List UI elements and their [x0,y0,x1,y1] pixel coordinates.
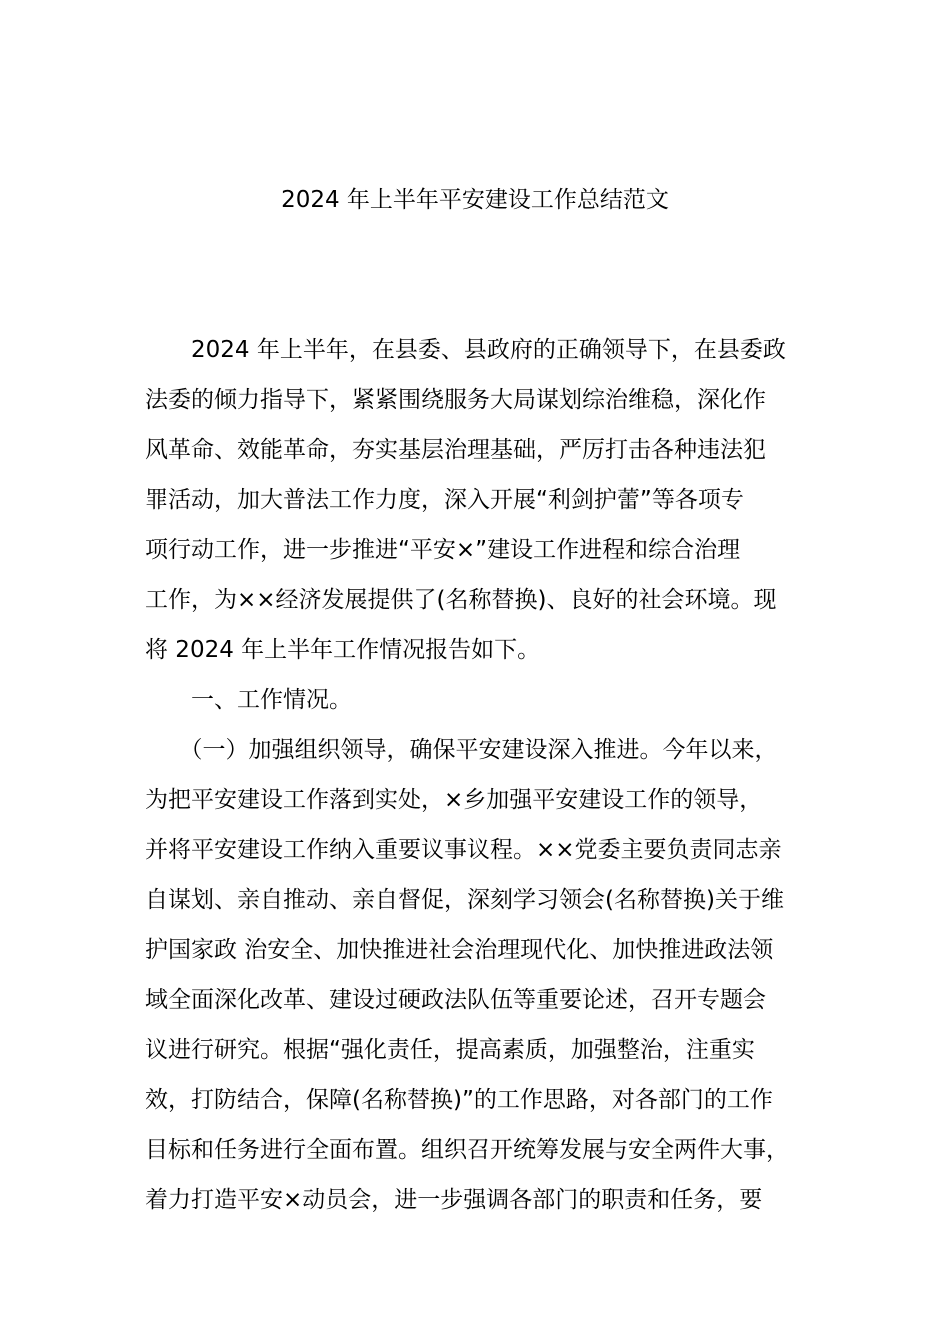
body-line: 法委的倾力指导下，紧紧围绕服务大局谋划综治维稳，深化作 [145,387,766,413]
body-line: 为把平安建设工作落到实处，×乡加强平安建设工作的领导， [145,787,763,813]
body-line: 并将平安建设工作纳入重要议事议程。××党委主要负责同志亲 [145,837,782,863]
body-line: 目标和任务进行全面布置。组织召开统筹发展与安全两件大事， [145,1137,789,1163]
body-line: 护国家政 治安全、加快推进社会治理现代化、加快推进政法领 [145,937,774,963]
body-line: 工作，为××经济发展提供了(名称替换)、良好的社会环境。现 [145,587,777,613]
body-line: 议进行研究。根据“强化责任，提高素质，加强整治，注重实 [145,1037,755,1063]
subsection-heading: （一）加强组织领导，确保平安建设深入推进。今年以来， [145,737,778,763]
body-line: 罪活动，加大普法工作力度，深入开展“利剑护蕾”等各项专 [145,487,744,513]
section-heading: 一、工作情况。 [145,687,352,713]
body-line: 效，打防结合，保障(名称替换)”的工作思路，对各部门的工作 [145,1087,773,1113]
body-line: 域全面深化改革、建设过硬政法队伍等重要论述，召开专题会 [145,987,766,1013]
body-line: 自谋划、亲自推动、亲自督促，深刻学习领会(名称替换)关于维 [145,887,784,913]
document-title: 2024 年上半年平安建设工作总结范文 [281,187,669,213]
body-line: 2024 年上半年，在县委、县政府的正确领导下，在县委政 [145,337,786,363]
body-line: 风革命、效能革命，夯实基层治理基础，严厉打击各种违法犯 [145,437,766,463]
body-line: 着力打造平安×动员会，进一步强调各部门的职责和任务，要 [145,1187,763,1213]
body-line: 将 2024 年上半年工作情况报告如下。 [145,637,541,663]
body-line: 项行动工作，进一步推进“平安×”建设工作进程和综合治理 [145,537,741,563]
